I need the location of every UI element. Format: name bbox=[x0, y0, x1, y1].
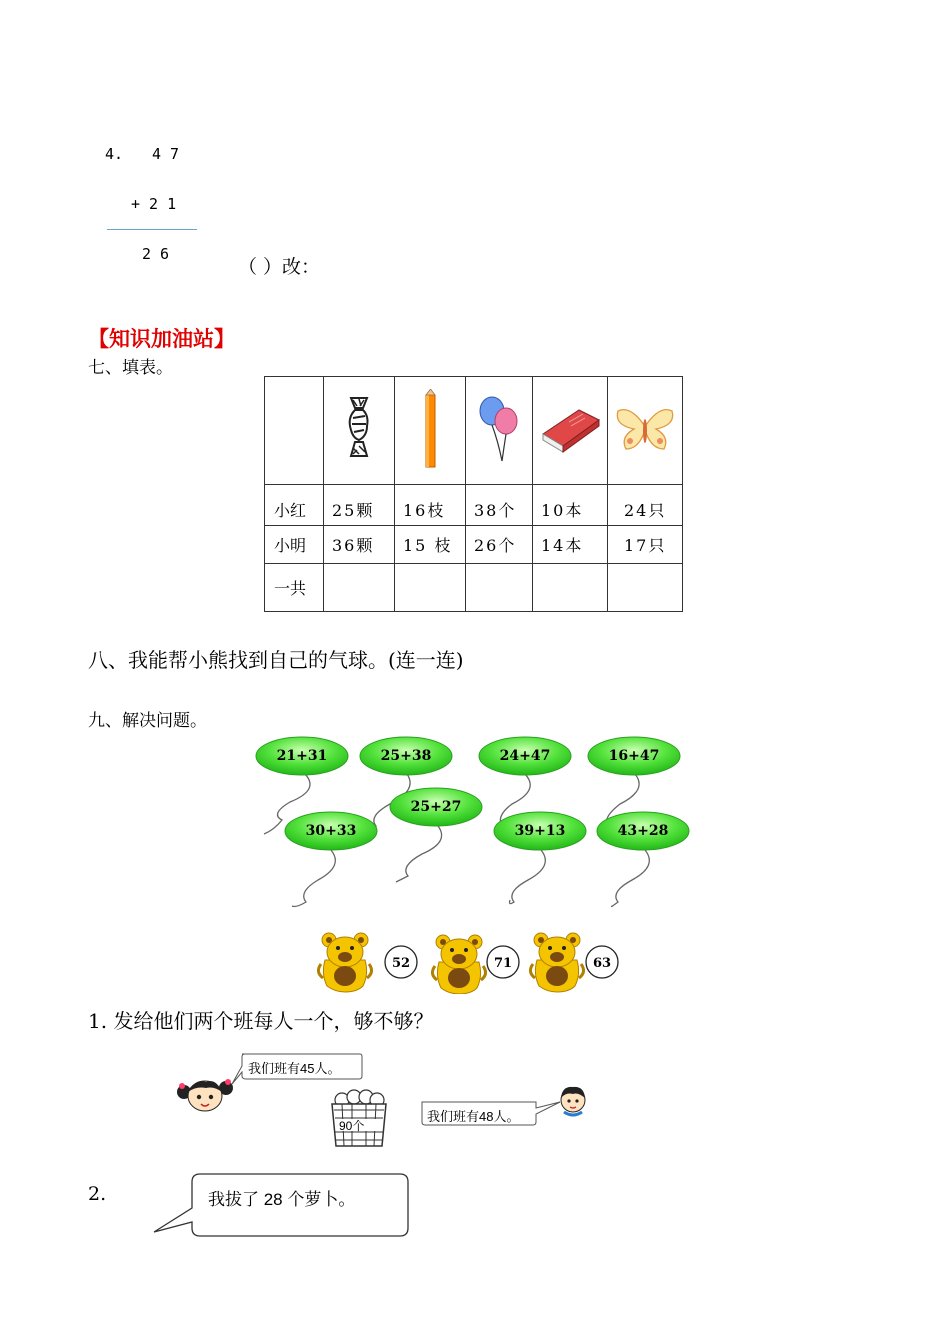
butterfly-icon bbox=[608, 377, 683, 485]
basket-label: 90个 bbox=[339, 1119, 365, 1133]
question-1: 1. 发给他们两个班每人一个，够不够？ bbox=[88, 1009, 434, 1033]
girl-face-icon bbox=[176, 1074, 234, 1114]
table-cell: 14本 bbox=[533, 526, 608, 564]
table-cell: 15 枝 bbox=[395, 526, 466, 564]
q2-bubble-text: 我拔了 28 个萝卜。 bbox=[208, 1190, 356, 1209]
balloon[interactable] bbox=[588, 737, 680, 775]
bear-number[interactable] bbox=[385, 946, 417, 978]
table-cell: 17只 bbox=[608, 526, 683, 564]
calc-underline bbox=[107, 229, 197, 230]
calc-answer: 2 6 bbox=[142, 245, 170, 263]
bear bbox=[530, 933, 583, 992]
knowledge-title: 【知识加油站】 bbox=[88, 326, 235, 351]
table-cell: 10本 bbox=[533, 485, 608, 526]
balloon-label: 24+47 bbox=[499, 748, 551, 764]
balloon-label: 39+13 bbox=[514, 823, 566, 839]
table-cell: 38个 bbox=[466, 485, 533, 526]
section7-title: 七、填表。 bbox=[88, 358, 173, 378]
bear bbox=[432, 935, 485, 994]
balloons-icon bbox=[466, 377, 533, 485]
balloon[interactable] bbox=[256, 737, 348, 775]
bears-row bbox=[315, 928, 635, 994]
calc-index: 4. bbox=[105, 145, 124, 163]
calc-top-digits: 4 7 bbox=[152, 145, 180, 163]
svg-text:52: 52 bbox=[391, 956, 411, 971]
table-cell: 26个 bbox=[466, 526, 533, 564]
table-row bbox=[265, 485, 683, 526]
balloon-label: 30+33 bbox=[305, 823, 357, 839]
table-cell: 24只 bbox=[608, 485, 683, 526]
book-icon bbox=[533, 377, 608, 485]
fill-table bbox=[264, 376, 683, 612]
row-label: 小红 bbox=[265, 485, 324, 526]
answer-cell[interactable] bbox=[395, 564, 466, 612]
row-label: 一共 bbox=[265, 564, 324, 612]
calc-plus-line: + 2 1 bbox=[131, 195, 177, 213]
balloon-label: 16+47 bbox=[608, 748, 660, 764]
section9-title: 九、解决问题。 bbox=[88, 711, 207, 731]
balloon-label: 43+28 bbox=[617, 823, 669, 839]
balloon-label: 25+27 bbox=[410, 799, 462, 815]
question-2-number: 2. bbox=[88, 1183, 107, 1205]
corner-cell bbox=[265, 377, 324, 485]
svg-text:71: 71 bbox=[493, 956, 513, 971]
table-cell: 25颗 bbox=[324, 485, 395, 526]
girl-bubble-text: 我们班有45人。 bbox=[248, 1061, 341, 1076]
balloon[interactable] bbox=[479, 737, 571, 775]
table-cell: 36颗 bbox=[324, 526, 395, 564]
boy-face-icon bbox=[556, 1082, 590, 1118]
balloon[interactable] bbox=[285, 812, 377, 850]
balloon[interactable] bbox=[390, 788, 482, 826]
boy-bubble-text: 我们班有48人。 bbox=[427, 1109, 520, 1124]
pencil-icon bbox=[395, 377, 466, 485]
svg-text:63: 63 bbox=[592, 956, 612, 971]
answer-cell[interactable] bbox=[608, 564, 683, 612]
row-label: 小明 bbox=[265, 526, 324, 564]
bear-number[interactable] bbox=[487, 946, 519, 978]
candy-icon bbox=[324, 377, 395, 485]
bear-number[interactable] bbox=[586, 946, 618, 978]
table-row bbox=[265, 564, 683, 612]
balloon[interactable] bbox=[597, 812, 689, 850]
balloon[interactable] bbox=[360, 737, 452, 775]
answer-cell[interactable] bbox=[466, 564, 533, 612]
table-cell: 16枝 bbox=[395, 485, 466, 526]
answer-cell[interactable] bbox=[324, 564, 395, 612]
balloon-label: 25+38 bbox=[380, 748, 432, 764]
balloon[interactable] bbox=[494, 812, 586, 850]
answer-cell[interactable] bbox=[533, 564, 608, 612]
table-row bbox=[265, 526, 683, 564]
section8-title: 八、我能帮小熊找到自己的气球。(连一连) bbox=[88, 648, 464, 672]
bear bbox=[318, 933, 371, 992]
balloon-label: 21+31 bbox=[276, 748, 328, 764]
judge-blank[interactable]: （ ）改： bbox=[238, 256, 321, 278]
